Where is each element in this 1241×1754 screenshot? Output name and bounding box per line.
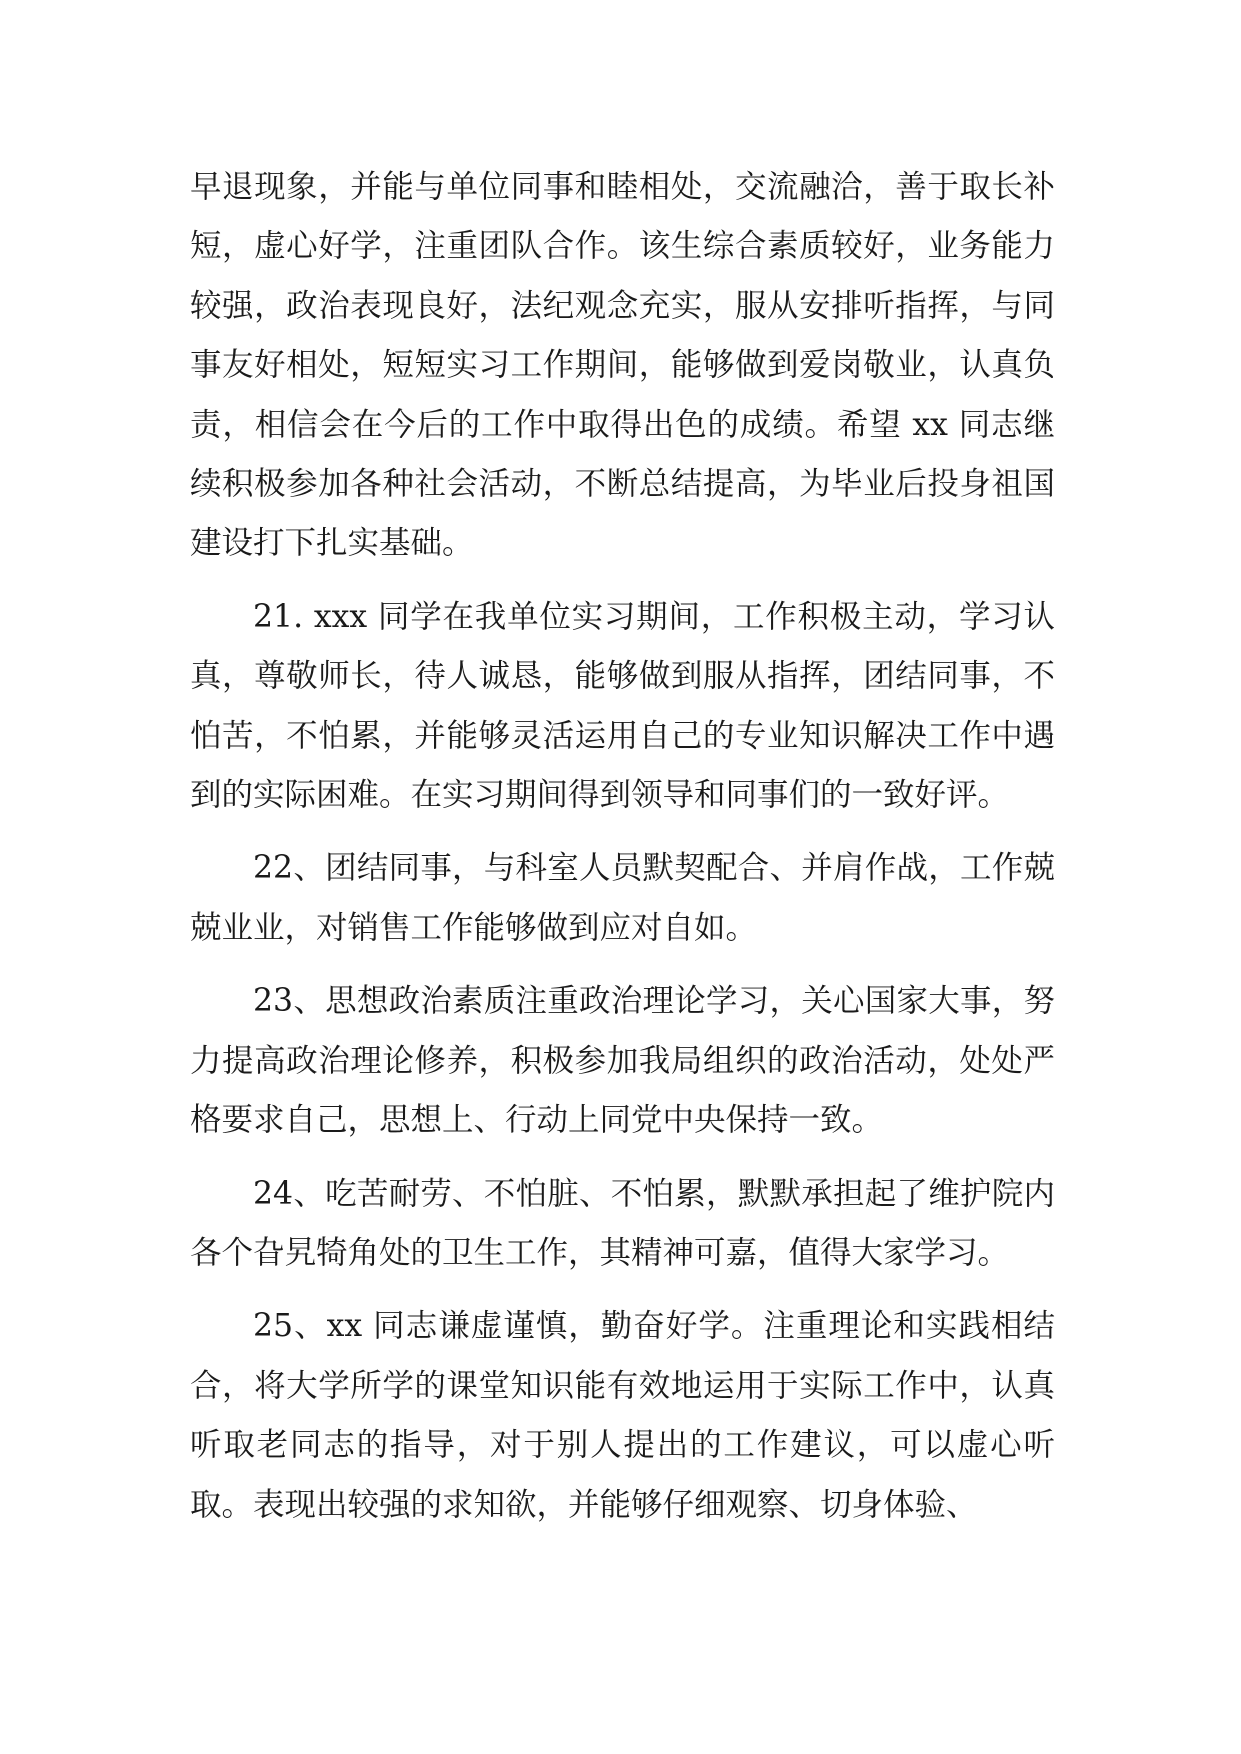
paragraph-24: 24、吃苦耐劳、不怕脏、不怕累，默默承担起了维护院内各个旮旯犄角处的卫生工作，其精神可嘉，值得大家学习。 — [190, 1175, 1055, 1271]
paragraph-21: 21. xxx 同学在我单位实习期间，工作积极主动，学习认真，尊敬师长，待人诚恳，能够做到服从指挥，团结同事，不怕苦，不怕累，并能够灵活运用自己的专业知识解决工作中遇到的实际困难。在实习期间得到领导和同事们的一致好评。 — [190, 598, 1055, 814]
paragraph-22: 22、团结同事，与科室人员默契配合、并肩作战，工作兢兢业业，对销售工作能够做到应对自如。 — [190, 850, 1055, 946]
paragraph-23: 23、思想政治素质注重政治理论学习，关心国家大事，努力提高政治理论修养，积极参加我局组织的政治活动，处处严格要求自己，思想上、行动上同党中央保持一致。 — [190, 983, 1055, 1139]
document-body — [190, 158, 1055, 1549]
paragraph-25: 25、xx 同志谦虚谨慎，勤奋好学。注重理论和实践相结合，将大学所学的课堂知识能有效地运用于实际工作中，认真听取老同志的指导，对于别人提出的工作建议，可以虚心听取。表现出较强的求知欲，并能够仔细观察、切身体验、 — [190, 1308, 1055, 1523]
paragraph-1: 早退现象，并能与单位同事和睦相处，交流融洽，善于取长补短，虚心好学，注重团队合作。该生综合素质较好，业务能力较强，政治表现良好，法纪观念充实，服从安排听指挥，与同事友好相处，短短实习工作期间，能够做到爱岗敬业，认真负责，相信会在今后的工作中取得出色的成绩。希望 xx 同志继续积极参加各种社会活动，不断总结提高，为毕业后投身祖国建设打下扎实基础。 — [190, 169, 1055, 562]
